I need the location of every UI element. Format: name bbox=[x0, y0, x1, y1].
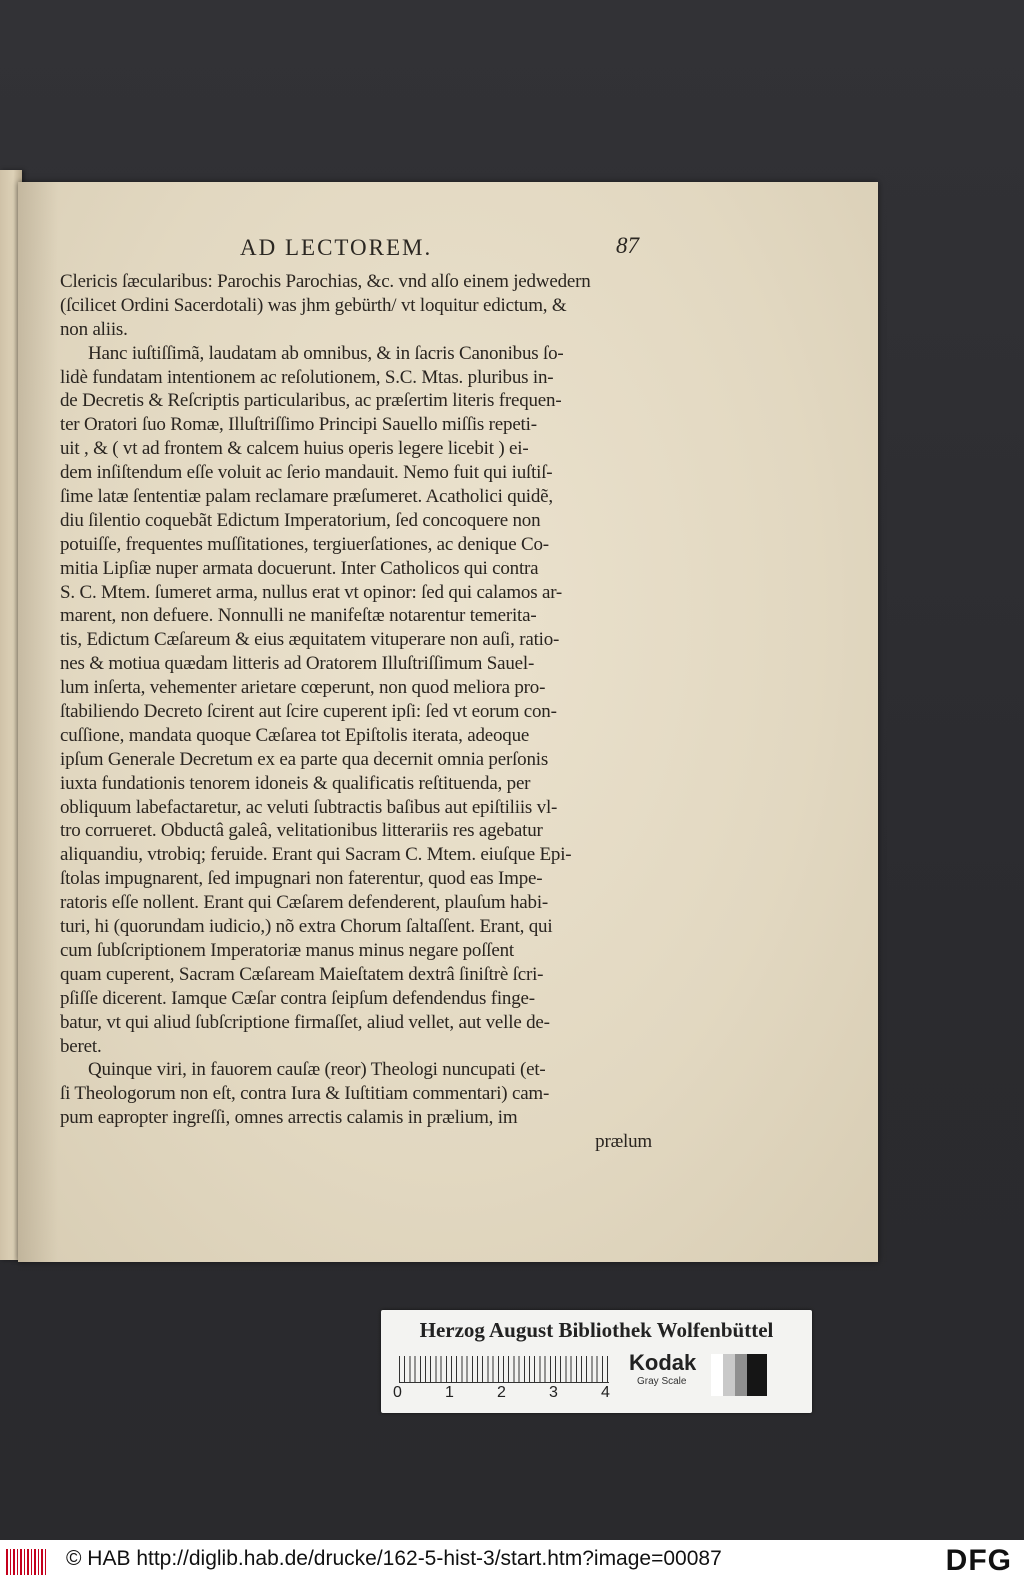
text-line: turi, hi (quorundam iudicio,) nõ extra Chorum ſaltaſſent. Erant, qui bbox=[60, 916, 553, 938]
text-line: tro corrueret. Obductâ galeâ, velitationibus litterariis res agebatur bbox=[60, 820, 543, 842]
color-target-card bbox=[381, 1310, 812, 1413]
page-number: 87 bbox=[616, 233, 639, 258]
gray-swatch bbox=[711, 1354, 723, 1396]
ruler-numbers bbox=[393, 1384, 633, 1404]
text-line: aliquandiu, vtrobiq; feruide. Erant qui Sacram C. Mtem. eiuſque Epi- bbox=[60, 844, 572, 866]
text-line: ſtolas impugnarent, ſed impugnari non faterentur, quod eas Impe- bbox=[60, 868, 543, 890]
footer-copyright[interactable]: © HAB http://diglib.hab.de/drucke/162-5-hist-3/start.htm?image=00087 bbox=[66, 1547, 722, 1570]
text-line: nes & motiua quædam litteris ad Oratorem Illuſtriſſimum Sauel- bbox=[60, 653, 535, 675]
text-line: ratoris eſſe nollent. Erant qui Cæſarem defenderent, plauſum habi- bbox=[60, 892, 549, 914]
text-line: tis, Edictum Cæſareum & eius æquitatem vituperare non auſi, ratio- bbox=[60, 629, 560, 651]
text-line: ter Oratori ſuo Romæ, Illuſtriſſimo Principi Sauello miſſis repeti- bbox=[60, 414, 537, 436]
ruler-number: 4 bbox=[601, 1384, 610, 1401]
running-head-title: AD LECTOREM. bbox=[240, 235, 433, 260]
text-line: (ſcilicet Ordini Sacerdotali) was jhm gebürth/ vt loquitur edictum, & bbox=[60, 294, 567, 316]
ruler-number: 0 bbox=[393, 1384, 402, 1401]
text-line: ſime latæ ſententiæ palam reclamare præſumeret. Acatholici quidẽ, bbox=[60, 486, 553, 508]
text-line: Clericis ſæcularibus: Parochis Parochias, &c. vnd alſo einem jedwedern bbox=[60, 271, 591, 292]
ruler-number: 1 bbox=[445, 1384, 454, 1401]
text-line: pum eapropter ingreſſi, omnes arrectis calamis in prælium, im bbox=[60, 1107, 518, 1129]
text-line: diu ſilentio coquebãt Edictum Imperatorium, ſed concoquere non bbox=[60, 509, 541, 531]
footer-bar bbox=[0, 1540, 1024, 1582]
body-text bbox=[60, 270, 660, 1154]
text-line: S. C. Mtem. ſumeret arma, nullus erat vt opinor: ſed qui calamos ar- bbox=[60, 581, 563, 603]
ruler-number: 2 bbox=[497, 1384, 506, 1401]
text-line: ſtabiliendo Decreto ſcirent aut ſcire cuperent ipſi: ſed vt eorum con- bbox=[60, 701, 557, 723]
text-line: ſi Theologorum non eſt, contra Iura & Iuſtitiam commentari) cam- bbox=[60, 1083, 550, 1105]
kodak-subtitle: Gray Scale bbox=[637, 1376, 687, 1387]
barcode-icon bbox=[6, 1549, 48, 1575]
text-line: dem inſiſtendum eſſe voluit ac ſerio mandauit. Nemo fuit qui iuſtiſ- bbox=[60, 462, 553, 484]
text-line: obliquum labefactaretur, ac veluti ſubtractis baſibus aut epiſtiliis vl- bbox=[60, 796, 558, 818]
text-line: pſiſſe dicerent. Iamque Cæſar contra ſeipſum defendendus finge- bbox=[60, 987, 535, 1009]
text-line: ipſum Generale Decretum ex ea parte qua decernit omnia perſonis bbox=[60, 748, 549, 770]
text-line: quam cuperent, Sacram Cæſaream Maieſtatem dextrâ ſiniſtrè ſcri- bbox=[60, 963, 544, 985]
kodak-brand: Kodak bbox=[629, 1350, 697, 1375]
text-line: lidè fundatam intentionem ac reſolutionem, S.C. Mtas. pluribus in- bbox=[60, 366, 554, 388]
text-line: marent, non defuere. Nonnulli ne manifeſtæ notarentur temerita- bbox=[60, 605, 537, 627]
text-line: non aliis. bbox=[60, 318, 128, 340]
text-line: de Decretis & Reſcriptis particularibus, ac præſertim literis frequen- bbox=[60, 390, 562, 412]
text-line: potuiſſe, frequentes muſſitationes, tergiuerſationes, ac denique Co- bbox=[60, 533, 549, 555]
text-line: Quinque viri, in fauorem cauſæ (reor) Theologi nuncupati (et- bbox=[88, 1059, 546, 1081]
text-line: mitia Lipſiæ nuper armata docuerunt. Inter Catholicos qui contra bbox=[60, 557, 539, 579]
gray-swatch bbox=[747, 1354, 767, 1396]
ruler-baseline bbox=[399, 1382, 609, 1383]
catchword: prælum bbox=[595, 1131, 652, 1153]
page-gutter-shadow bbox=[18, 182, 58, 1262]
library-name: Herzog August Bibliothek Wolfenbüttel bbox=[419, 1318, 774, 1342]
book-page bbox=[18, 182, 878, 1262]
text-line: iuxta fundationis tenorem idoneis & qualificatis reſtituenda, per bbox=[60, 772, 531, 794]
text-line: uit , & ( vt ad frontem & calcem huius operis legere licebit ) ei- bbox=[60, 438, 529, 460]
scale-ruler bbox=[399, 1356, 609, 1382]
running-head bbox=[18, 235, 878, 267]
dfg-logo: DFG bbox=[945, 1544, 1012, 1577]
gray-swatch bbox=[723, 1354, 735, 1396]
text-line: batur, vt qui aliud ſubſcriptione firmaſſet, aliud vellet, aut velle de- bbox=[60, 1011, 550, 1033]
text-line: Hanc iuſtiſſimã, laudatam ab omnibus, & in ſacris Canonibus ſo- bbox=[88, 342, 564, 364]
text-line: cum ſubſcriptionem Imperatoriæ manus minus negare poſſent bbox=[60, 939, 514, 961]
text-line: beret. bbox=[60, 1035, 102, 1057]
text-line: lum inſerta, vehementer arietare cœperunt, non quod meliora pro- bbox=[60, 677, 546, 699]
text-line: cuſſione, mandata quoque Cæſarea tot Epiſtolis iterata, adeoque bbox=[60, 724, 530, 746]
gray-swatch bbox=[735, 1354, 747, 1396]
ruler-number: 3 bbox=[549, 1384, 558, 1401]
ruler-ticks bbox=[399, 1356, 609, 1382]
